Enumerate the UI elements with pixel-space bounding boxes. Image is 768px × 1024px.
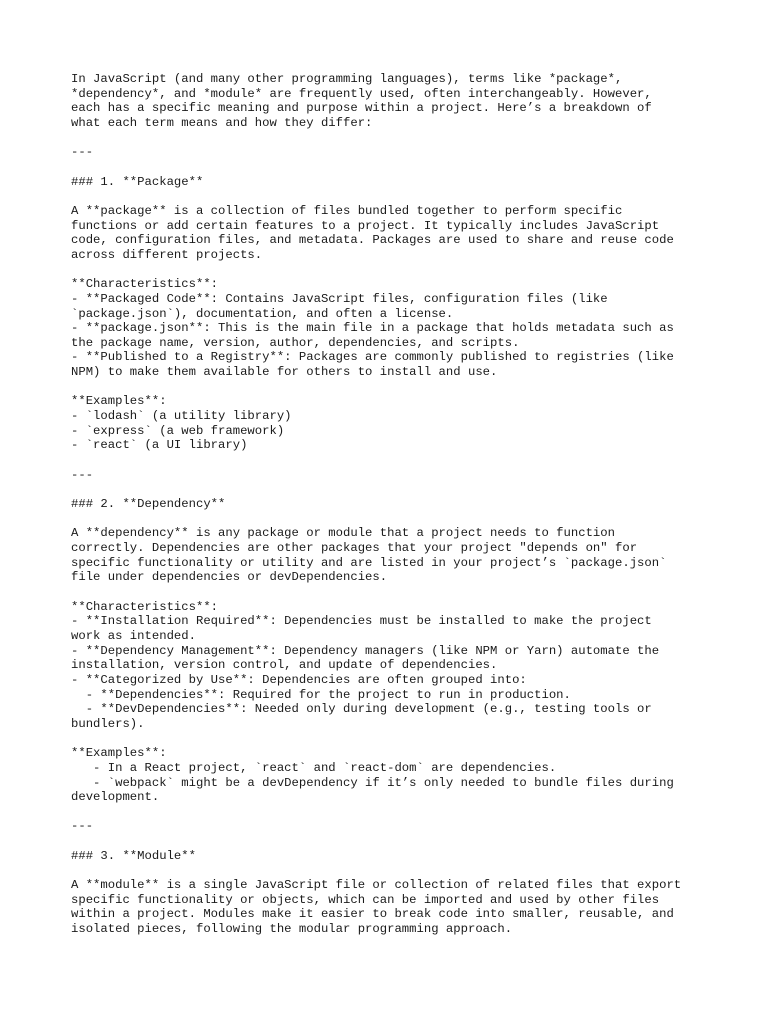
characteristics-label: **Characteristics**: <box>71 599 219 614</box>
list-item: - **Packaged Code**: Contains JavaScript files, configuration files (like <box>71 291 608 306</box>
list-item: bundlers). <box>71 716 145 731</box>
text-line: functions or add certain features to a project. It typically includes JavaScript <box>71 218 660 233</box>
text-line: In JavaScript (and many other programming languages), terms like *package*, <box>71 72 623 86</box>
examples-label: **Examples**: <box>71 746 167 761</box>
text-line: specific functionality or objects, which can be imported and used by other files <box>71 892 660 907</box>
text-line: correctly. Dependencies are other packages that your project "depends on" for <box>71 541 638 555</box>
separator: --- <box>71 819 94 834</box>
text-line: A **dependency** is any package or module that a project needs to function <box>71 526 615 541</box>
separator: --- <box>71 145 94 160</box>
blank-line <box>71 732 731 747</box>
list-item: work as intended. <box>71 628 196 643</box>
blank-line <box>71 585 731 600</box>
section-heading-package: ### 1. **Package** <box>71 174 204 189</box>
list-item: `package.json`), documentation, and often a license. <box>71 306 454 321</box>
list-item: NPM) to make them available for others to install and use. <box>71 365 498 380</box>
characteristics-label: **Characteristics**: <box>71 277 219 292</box>
blank-line <box>71 160 731 175</box>
text-line: specific functionality or utility and are listed in your project’s `package.json` <box>71 555 667 570</box>
text-line: code, configuration files, and metadata. Packages are used to share and reuse code <box>71 233 674 248</box>
list-item: - **Installation Required**: Dependencies must be installed to make the project <box>71 614 652 629</box>
separator: --- <box>71 467 94 482</box>
text-line: isolated pieces, following the modular programming approach. <box>71 922 513 937</box>
list-item: - `lodash` (a utility library) <box>71 409 292 424</box>
list-item: - `react` (a UI library) <box>71 438 248 453</box>
blank-line <box>71 380 731 395</box>
document-body <box>71 72 731 937</box>
list-item: - `webpack` might be a devDependency if it’s only needed to bundle files during <box>71 775 674 790</box>
text-line: what each term means and how they differ: <box>71 115 373 130</box>
blank-line <box>71 834 731 849</box>
package-description <box>71 204 731 263</box>
text-line: each has a specific meaning and purpose within a project. Here’s a breakdown of <box>71 101 652 116</box>
package-characteristics-list <box>71 292 731 380</box>
text-line: within a project. Modules make it easier to break code into smaller, reusable, and <box>71 907 674 922</box>
text-line: *dependency*, and *module* are frequently used, often interchangeably. However, <box>71 86 652 101</box>
list-item: development. <box>71 790 160 805</box>
list-item: - **Categorized by Use**: Dependencies are often grouped into: <box>71 672 527 687</box>
examples-label: **Examples**: <box>71 394 167 409</box>
list-item: - **Published to a Registry**: Packages are commonly published to registries (like <box>71 350 674 365</box>
blank-line <box>71 131 731 146</box>
text-line: file under dependencies or devDependencies. <box>71 570 388 585</box>
list-item: - In a React project, `react` and `react-dom` are dependencies. <box>71 760 557 775</box>
section-heading-module: ### 3. **Module** <box>71 848 196 863</box>
text-line: across different projects. <box>71 247 263 262</box>
blank-line <box>71 482 731 497</box>
dependency-characteristics-list <box>71 614 731 731</box>
list-item: - **Dependencies**: Required for the project to run in production. <box>71 687 571 702</box>
dependency-examples-list <box>71 761 731 805</box>
text-line: A **package** is a collection of files bundled together to perform specific <box>71 203 623 218</box>
blank-line <box>71 512 731 527</box>
list-item: - **DevDependencies**: Needed only during development (e.g., testing tools or <box>71 702 652 717</box>
blank-line <box>71 863 731 878</box>
list-item: the package name, version, author, dependencies, and scripts. <box>71 335 520 350</box>
blank-line <box>71 453 731 468</box>
blank-line <box>71 263 731 278</box>
section-heading-dependency: ### 2. **Dependency** <box>71 497 226 512</box>
list-item: - `express` (a web framework) <box>71 423 285 438</box>
blank-line <box>71 805 731 820</box>
module-description <box>71 878 731 937</box>
intro-paragraph <box>71 72 731 131</box>
dependency-description <box>71 526 731 585</box>
text-line: A **module** is a single JavaScript file or collection of related files that export <box>71 878 682 893</box>
list-item: - **Dependency Management**: Dependency managers (like NPM or Yarn) automate the <box>71 643 660 658</box>
list-item: installation, version control, and update of dependencies. <box>71 658 498 673</box>
blank-line <box>71 189 731 204</box>
package-examples-list <box>71 409 731 453</box>
list-item: - **package.json**: This is the main file in a package that holds metadata such as <box>71 321 674 336</box>
